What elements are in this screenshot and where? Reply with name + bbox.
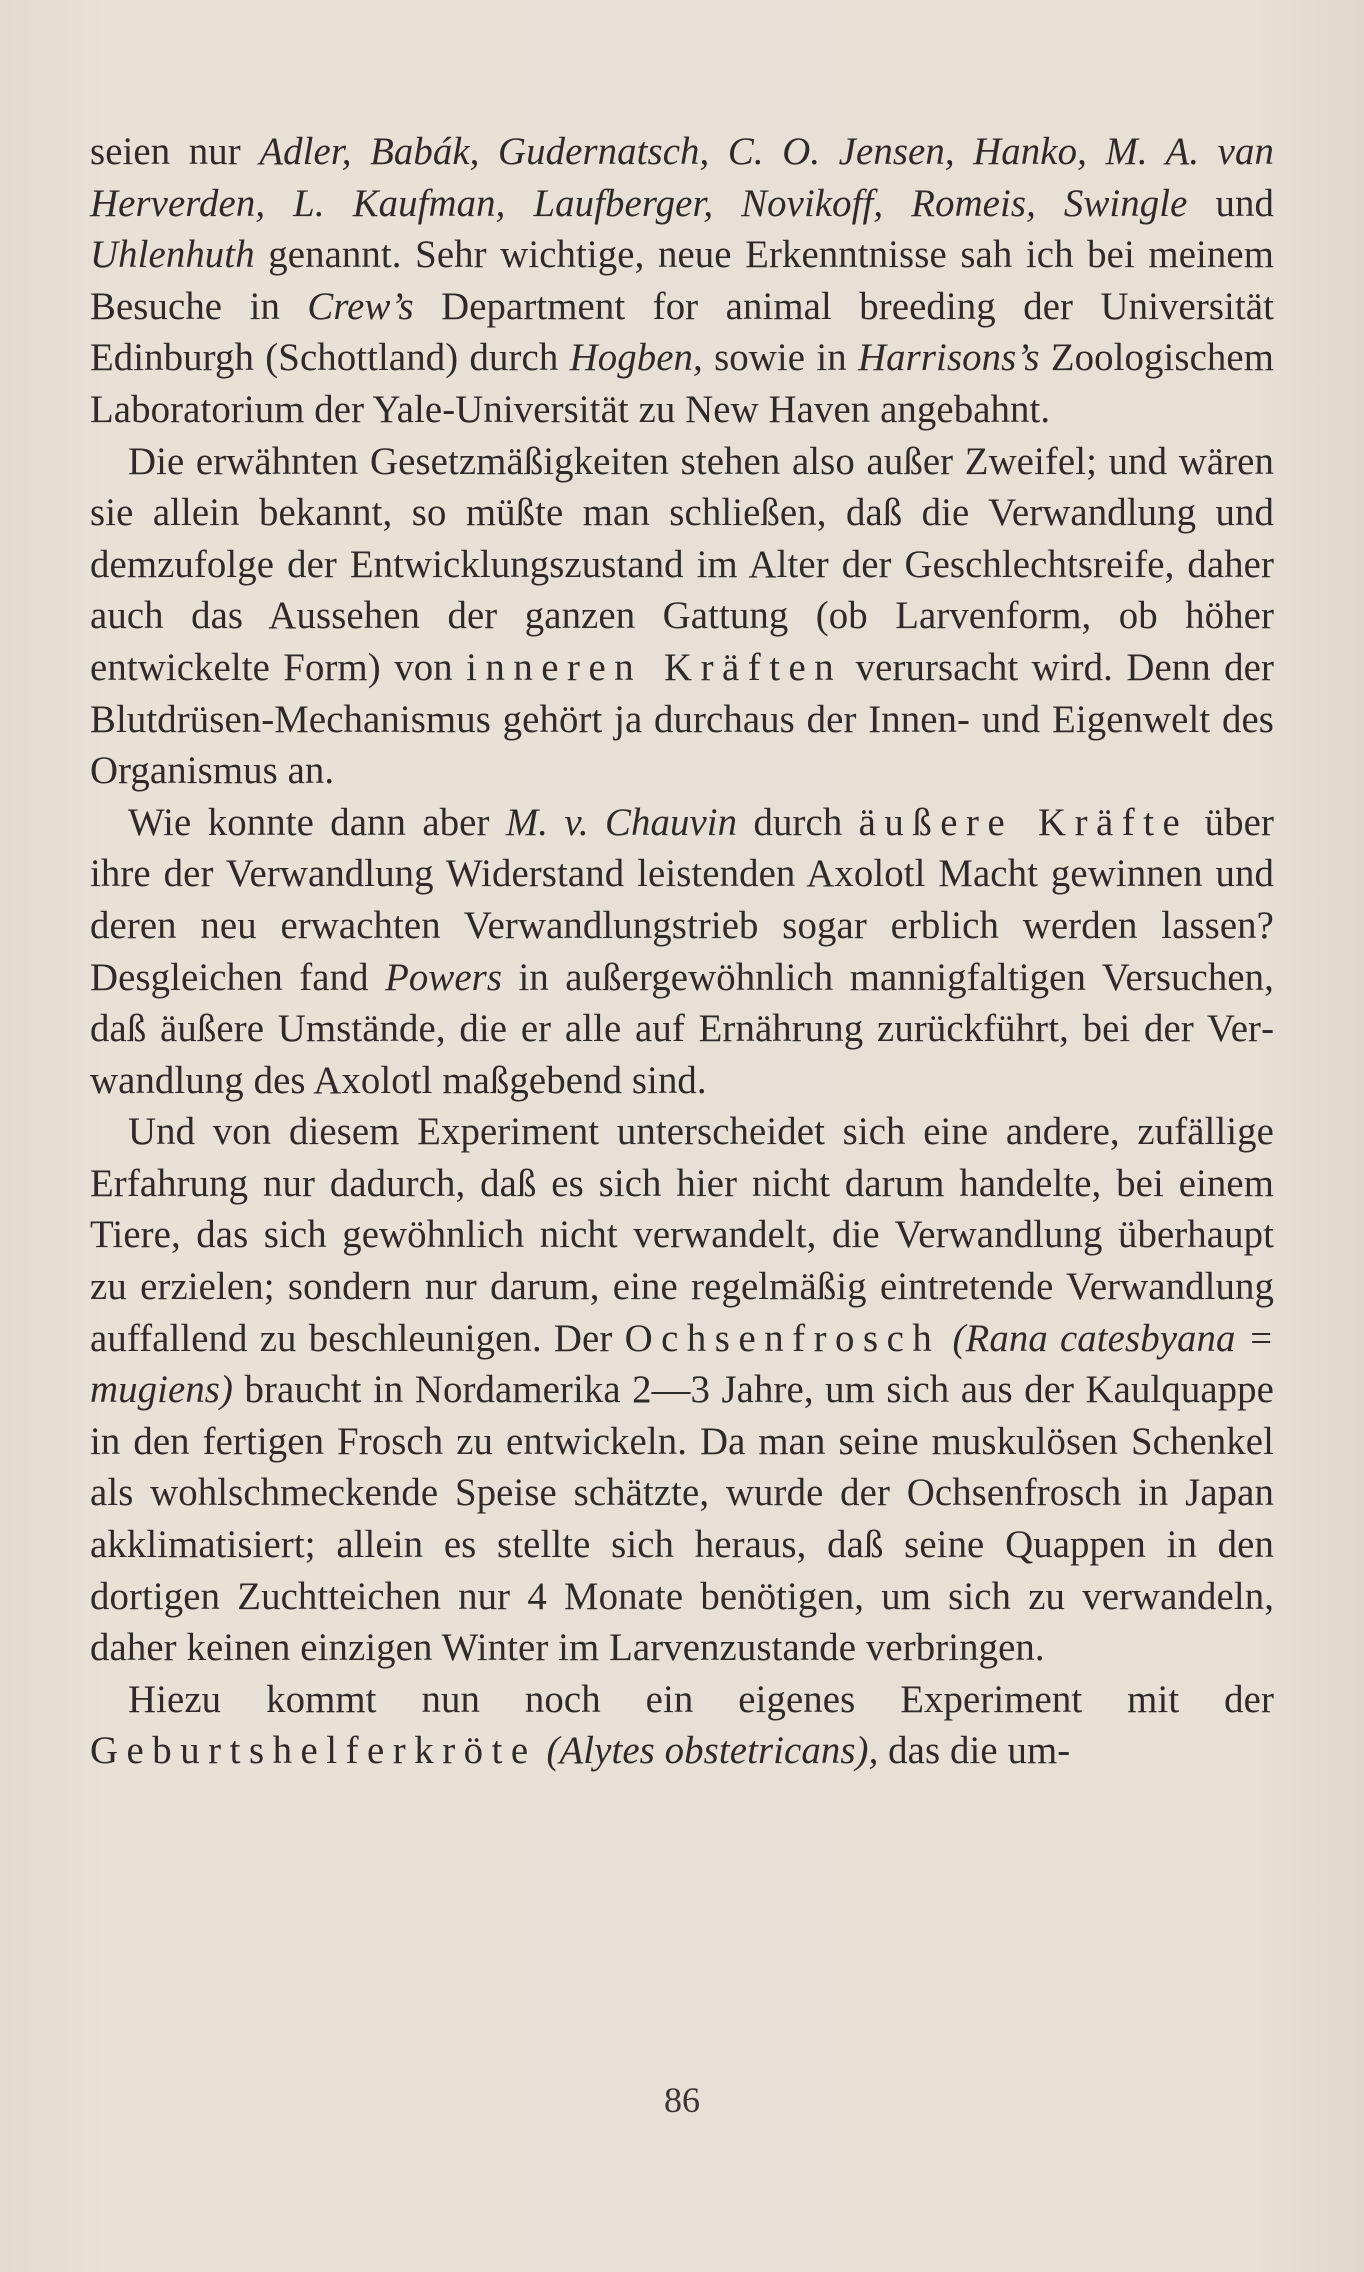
text-run: durch [737, 800, 859, 844]
text-run: Zoologischem Laboratorium der Yale-Universität zu New Haven angebahnt. [90, 336, 1274, 431]
species-name: (Alytes obstetricans), [546, 1729, 879, 1773]
author-name: Hogben, [569, 336, 703, 380]
body-text [90, 126, 1274, 1777]
paragraph-4 [90, 1106, 1274, 1674]
author-name: M. v. Chauvin [505, 800, 738, 844]
text-run: genannt. Sehr wichtige, neue Erkenntnisse sah ich bei meinem Besuche in [90, 233, 1274, 328]
text-run: verursacht wird. Denn der Blutdrüsen-Mechanismus gehört ja durchaus der Innen- und Eigenwelt des Organismus an. [90, 645, 1274, 793]
paragraph-3 [90, 797, 1274, 1107]
text-run [940, 1317, 952, 1360]
text-run: Die erwähnten Gesetzmäßigkeiten stehen also außer Zweifel; und wären sie allein bekannt, so müßte man schließen, daß die Verwandlung und demzufolge der Entwicklungszustand im Alter der Geschlechtsreife, daher auch das Aussehen der ganzen Gattung (ob Larvenform, ob höher entwickelte Form) von [90, 439, 1274, 689]
emphasis-spaced: inneren Kräften [466, 645, 843, 689]
text-run: Department for animal breeding der Universität Edinburgh (Schottland) durch [90, 284, 1275, 380]
text-run: Wie konnte dann aber [128, 800, 506, 844]
text-run: über ihre der Verwandlung Widerstand leistenden Axolotl Macht gewinnen und deren neu erwachten Verwandlungstrieb sogar erblich werden lassen? Desgleichen fand [90, 800, 1274, 999]
emphasis-spaced: Geburtshelferkröte [90, 1729, 537, 1773]
emphasis-spaced: Ochsenfrosch [624, 1316, 941, 1360]
species-name: (Rana catesbyana = mugiens) [90, 1316, 1274, 1412]
author-name: Uhlenhuth [90, 233, 255, 277]
paragraph-5 [90, 1674, 1274, 1777]
text-run [537, 1729, 547, 1772]
text-run: sowie in [702, 336, 859, 380]
text-run: Hiezu kommt nun noch ein eigenes Experiment mit der [128, 1677, 1274, 1721]
text-run: braucht in Nordamerika 2—3 Jahre, um sich aus der Kaulquappe in den fertigen Frosch zu entwickeln. Da man seine muskulösen Schenkel als wohlschmeckende Speise schätzte, wurde der Ochsenfrosch in Japan akklimatisiert; allein es stellte sich heraus, daß seine Quappen in den dortigen Zuchtteichen nur 4 Monate benötigen, um sich zu verwandeln, daher keinen einzigen Winter im Larvenzustande verbringen. [90, 1368, 1274, 1670]
author-names: Adler, Babák, Gudernatsch, C. O. Jensen, Hanko, M. A. van Herverden, L. Kaufman, Laufberger, Novikoff, Romeis, Swingle [90, 130, 1274, 225]
emphasis-spaced: äußere Kräfte [858, 800, 1189, 844]
text-run: seien nur [90, 130, 260, 173]
text-run: und [1187, 181, 1274, 225]
page-number: 86 [664, 2080, 700, 2120]
text-run: das die um- [878, 1729, 1071, 1773]
paragraph-1 [90, 126, 1274, 436]
text-run: Und von diesem Experiment unterscheidet sich eine andere, zufällige Erfahrung nur dadurch, daß es sich hier nicht darum handelte, bei einem Tiere, das sich gewöhnlich nicht verwandelt, die Verwandlung überhaupt zu erzielen; sondern nur darum, eine regelmäßig eintretende Verwandlung auffallend zu beschleunigen. Der [90, 1110, 1274, 1360]
author-name: Harrisons’s [858, 336, 1040, 380]
text-run: in außergewöhnlich mannigfaltigen Versuchen, daß äußere Umstände, die er alle auf Ernährung zurückführt, bei der Verwandlung des Axolotl maßgebend sind. [90, 955, 1274, 1102]
author-name: Crew’s [307, 284, 414, 328]
author-name: Powers [385, 955, 503, 999]
paragraph-2 [90, 436, 1274, 797]
